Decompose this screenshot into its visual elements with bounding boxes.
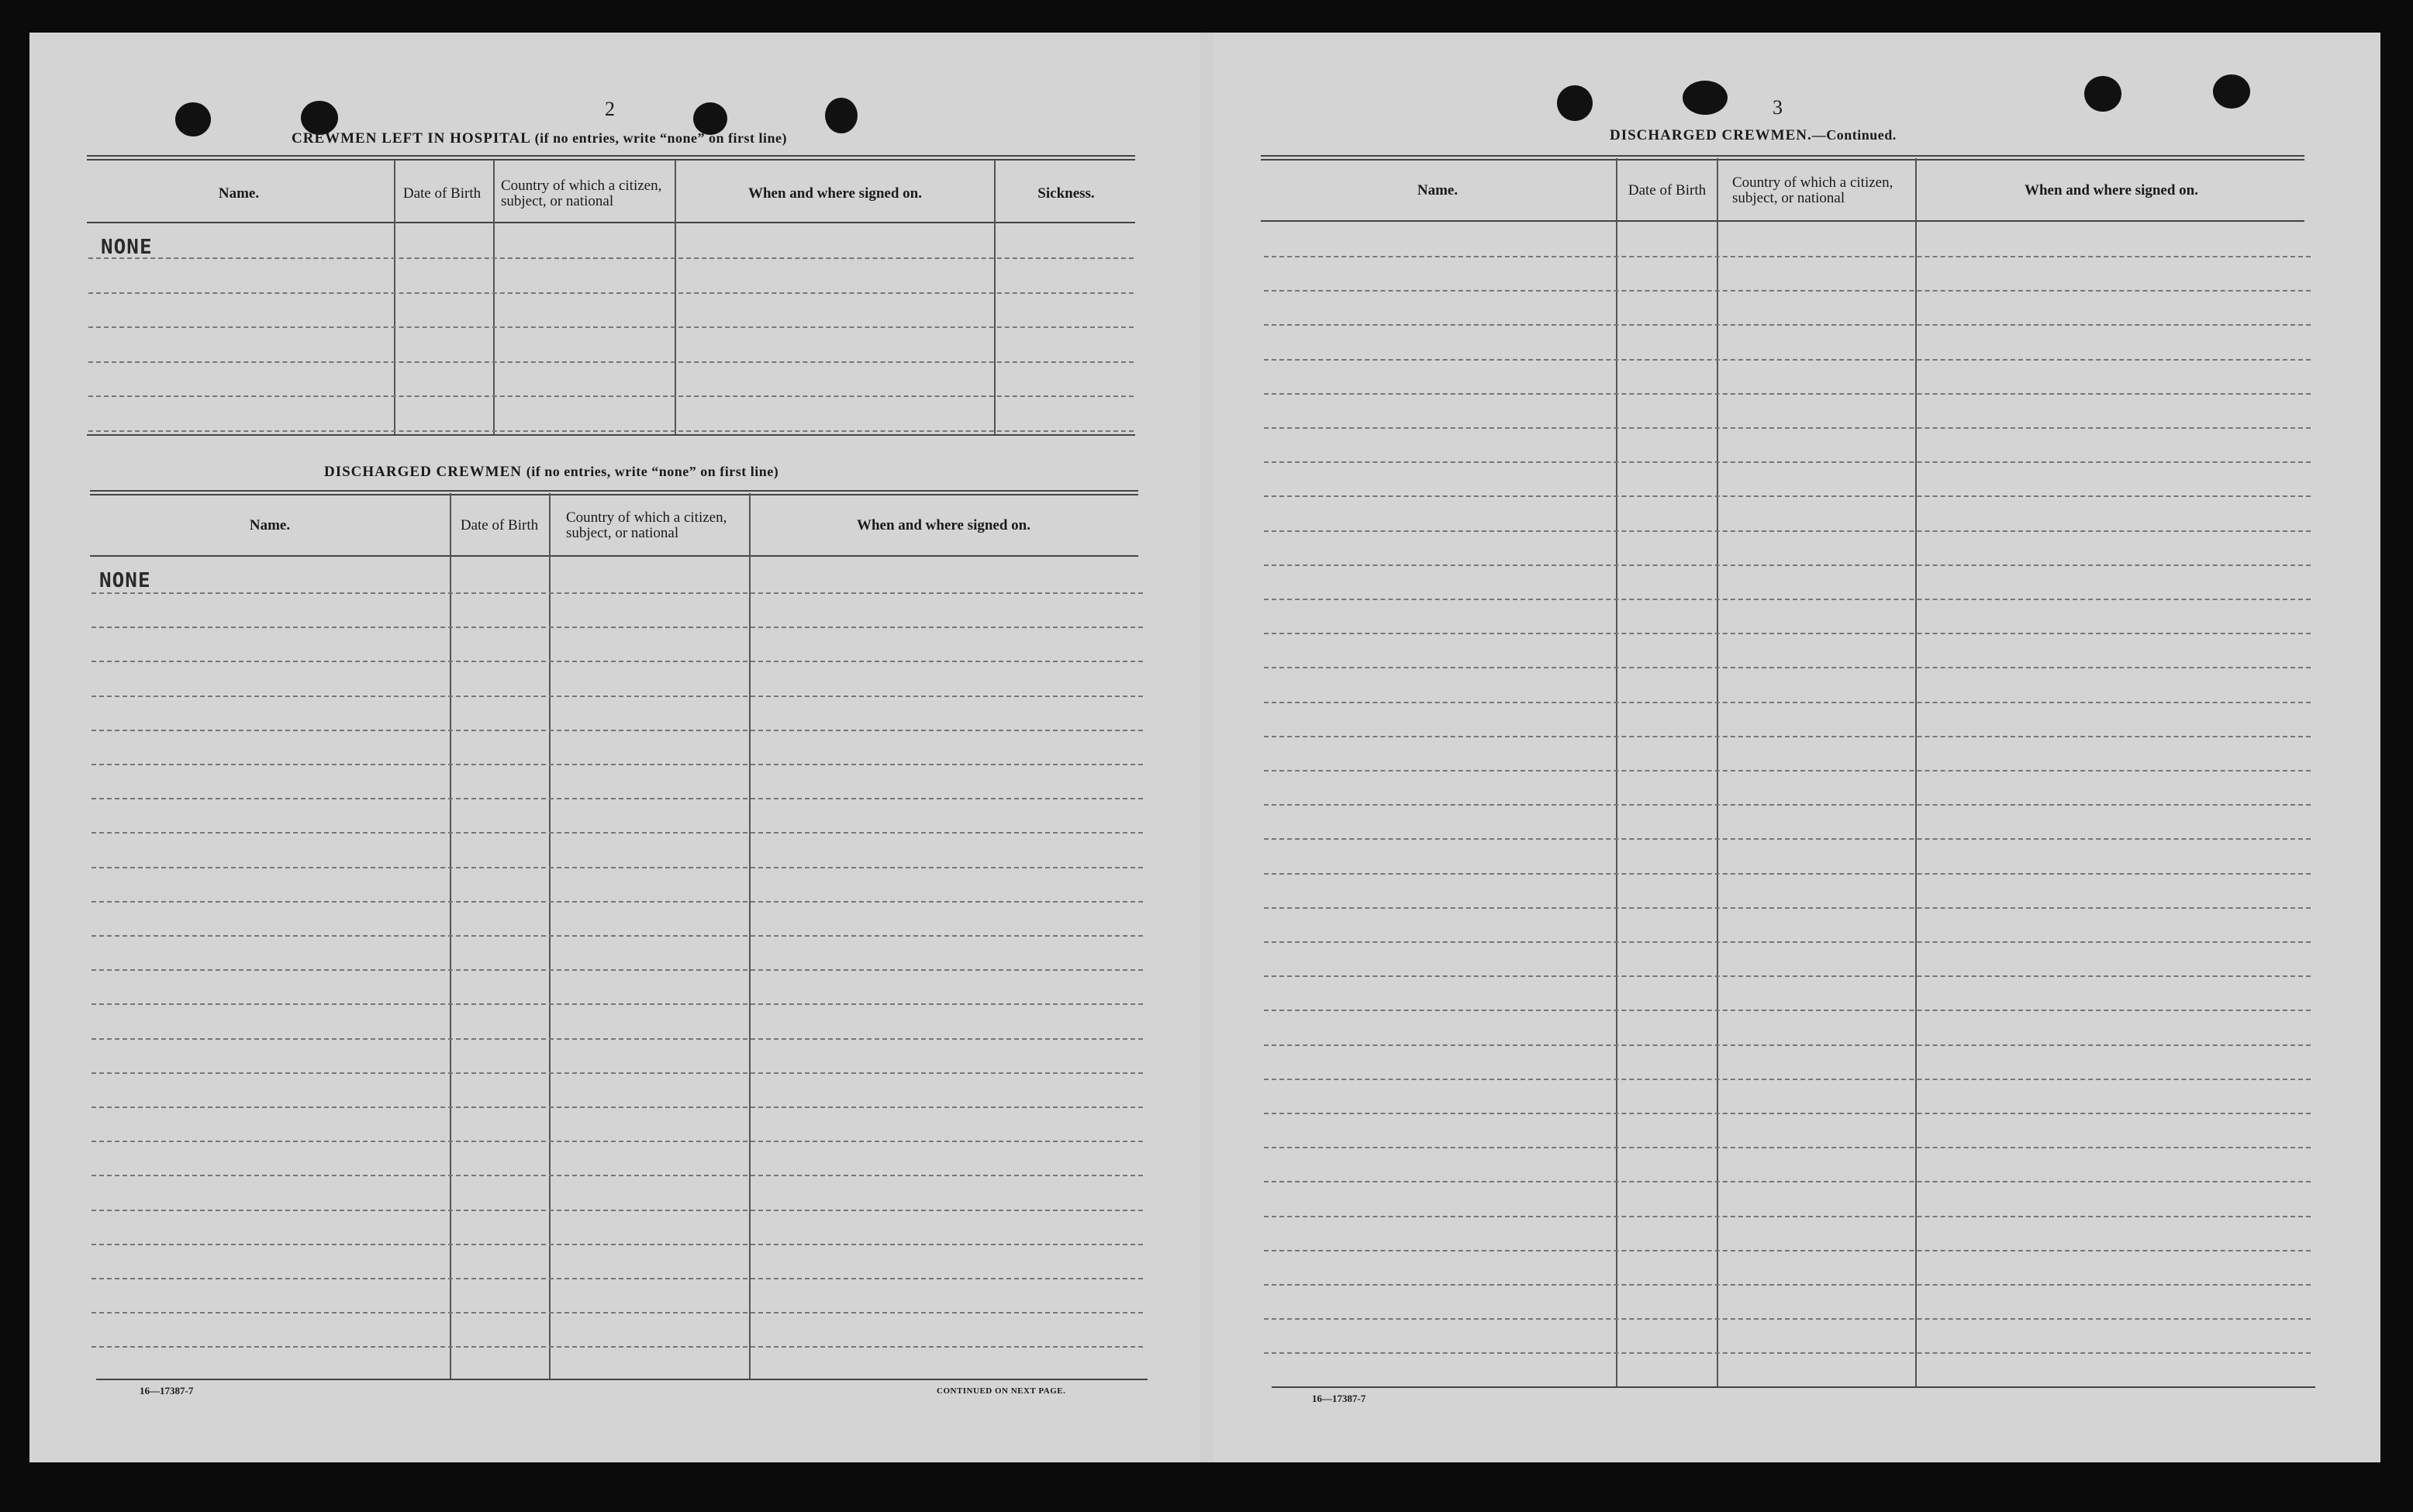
header-bottom-rule — [87, 222, 1135, 223]
ruled-line — [91, 867, 1143, 868]
column-header-country: Country of which a citizen, subject, or national — [566, 509, 727, 541]
column-header-dob: Date of Birth — [1628, 182, 1707, 198]
page-number: 3 — [1773, 96, 1783, 119]
ruled-line — [91, 1346, 1143, 1348]
table-top-rule — [87, 155, 1135, 161]
ruled-line — [1264, 495, 2311, 497]
ruled-line — [1264, 1147, 2311, 1148]
column-divider — [1616, 158, 1617, 1388]
punch-hole — [2084, 76, 2121, 112]
ruled-line — [1264, 1250, 2311, 1251]
column-divider — [394, 160, 395, 436]
ruled-line — [91, 1141, 1143, 1142]
column-header-name: Name. — [1417, 182, 1459, 198]
column-header-country: Country of which a citizen, subject, or national — [1732, 174, 1893, 206]
column-header-signed: When and where signed on. — [2024, 182, 2198, 198]
typed-entry: NONE — [101, 236, 153, 259]
ruled-line — [91, 764, 1143, 765]
heading-note: (if no entries, write “none” on first line) — [534, 130, 788, 146]
ruled-line — [91, 627, 1143, 628]
ruled-line — [1264, 667, 2311, 668]
ruled-line — [91, 661, 1143, 662]
column-divider — [994, 160, 996, 436]
ruled-line — [1264, 873, 2311, 875]
ruled-line — [91, 1106, 1143, 1108]
ruled-line — [91, 1312, 1143, 1314]
column-divider — [1915, 158, 1917, 1388]
continued-note: CONTINUED ON NEXT PAGE. — [937, 1386, 1066, 1396]
ruled-line — [91, 1038, 1143, 1040]
ruled-line — [91, 696, 1143, 697]
ruled-line — [1264, 1181, 2311, 1182]
ruled-line — [1264, 1010, 2311, 1011]
ruled-line — [88, 326, 1134, 328]
ruled-line — [91, 901, 1143, 903]
ruled-line — [91, 935, 1143, 937]
ruled-line — [91, 730, 1143, 731]
typed-entry: NONE — [99, 569, 151, 592]
column-header-dob: Date of Birth — [402, 185, 482, 202]
column-header-country: Country of which a citizen, subject, or national — [501, 178, 662, 209]
table-bottom-rule — [96, 1379, 1148, 1380]
ruled-line — [91, 1244, 1143, 1245]
ruled-line — [1264, 907, 2311, 909]
column-header-sickness: Sickness. — [1037, 185, 1095, 202]
ruled-line — [1264, 393, 2311, 395]
ruled-line — [1264, 427, 2311, 429]
ruled-line — [1264, 838, 2311, 840]
ruled-line — [1264, 599, 2311, 600]
ruled-line — [1264, 633, 2311, 634]
page-fold — [1200, 33, 1213, 1462]
ruled-line — [88, 395, 1134, 397]
ruled-line — [1264, 290, 2311, 292]
ruled-line — [1264, 564, 2311, 566]
table-bottom-rule — [87, 434, 1135, 436]
heading-text: DISCHARGED CREWMEN — [324, 464, 522, 480]
ruled-line — [91, 1175, 1143, 1176]
ruled-line — [88, 430, 1134, 432]
ruled-line — [1264, 941, 2311, 943]
column-divider — [1717, 158, 1718, 1388]
header-bottom-rule — [90, 555, 1138, 557]
punch-hole — [825, 98, 858, 133]
punch-hole — [2213, 74, 2250, 109]
ruled-line — [1264, 1318, 2311, 1320]
section-heading-hospital — [292, 130, 787, 147]
ruled-line — [91, 1003, 1143, 1005]
ruled-line — [91, 798, 1143, 799]
ruled-line — [1264, 1352, 2311, 1354]
table-top-rule — [90, 490, 1138, 495]
ruled-line — [1264, 324, 2311, 326]
ruled-line — [1264, 1216, 2311, 1217]
ruled-line — [88, 361, 1134, 363]
heading-suffix: —Continued. — [1811, 127, 1897, 143]
ruled-line — [1264, 1113, 2311, 1114]
column-divider — [493, 160, 495, 436]
heading-text: CREWMEN LEFT IN HOSPITAL — [292, 130, 530, 147]
heading-note: (if no entries, write “none” on first line) — [526, 464, 779, 479]
ruled-line — [1264, 1079, 2311, 1080]
column-header-signed: When and where signed on. — [747, 185, 922, 202]
ruled-line — [1264, 736, 2311, 737]
ruled-line — [91, 1210, 1143, 1211]
ruled-line — [91, 1278, 1143, 1279]
ruled-line — [88, 292, 1134, 294]
punch-hole — [1557, 85, 1593, 121]
ruled-line — [1264, 702, 2311, 703]
ruled-line — [91, 1072, 1143, 1074]
header-bottom-rule — [1261, 220, 2304, 222]
section-heading-discharged — [324, 464, 778, 481]
ruled-line — [1264, 1284, 2311, 1286]
form-number: 16—17387-7 — [140, 1385, 194, 1396]
ruled-line — [88, 257, 1134, 259]
ruled-line — [1264, 530, 2311, 532]
column-divider — [675, 160, 676, 436]
punch-hole — [175, 102, 211, 136]
ruled-line — [1264, 1044, 2311, 1046]
column-header-signed: When and where signed on. — [856, 517, 1030, 533]
table-bottom-rule — [1272, 1386, 2315, 1388]
ruled-line — [1264, 770, 2311, 772]
section-heading-discharged-continued — [1610, 127, 1897, 144]
column-header-name: Name. — [218, 185, 260, 202]
heading-text: DISCHARGED CREWMEN. — [1610, 127, 1812, 143]
page-number: 2 — [605, 98, 615, 120]
ruled-line — [1264, 359, 2311, 361]
form-number: 16—17387-7 — [1312, 1393, 1366, 1404]
table-top-rule — [1261, 155, 2304, 161]
ruled-line — [1264, 461, 2311, 463]
column-header-name: Name. — [249, 517, 291, 533]
ruled-line — [91, 969, 1143, 971]
punch-hole — [1683, 81, 1728, 115]
ruled-line — [91, 592, 1143, 594]
ruled-line — [1264, 975, 2311, 977]
column-header-dob: Date of Birth — [460, 517, 539, 533]
ruled-line — [1264, 256, 2311, 257]
ruled-line — [1264, 804, 2311, 806]
ruled-line — [91, 832, 1143, 834]
